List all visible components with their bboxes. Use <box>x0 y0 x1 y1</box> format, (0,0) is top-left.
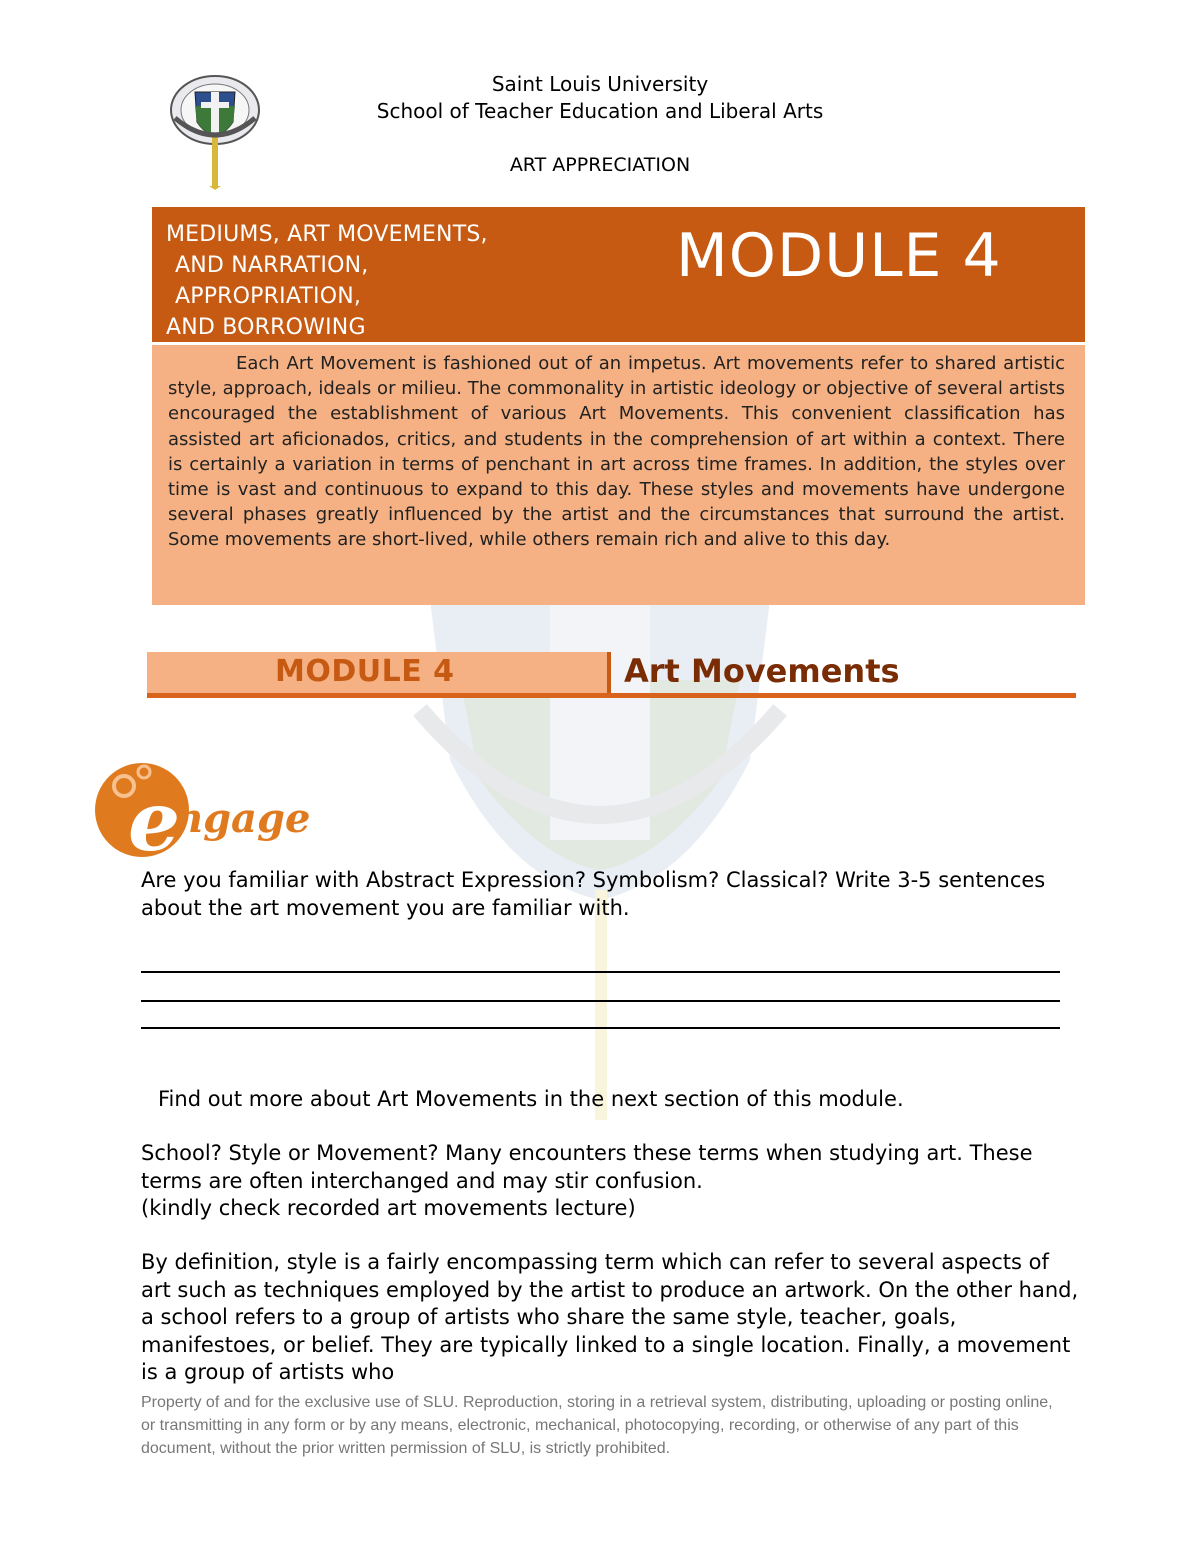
seal-watermark <box>390 560 810 1120</box>
school-style-text: School? Style or Movement? Many encounters these terms when studying art. These terms are often interchanged and may stir confusion. <box>141 1141 1033 1193</box>
school-name: School of Teacher Education and Liberal Arts <box>376 99 824 123</box>
intro-paragraph: Each Art Movement is fashioned out of an impetus. Art movements refer to shared artistic style, approach, ideals or milieu. The commonality in artistic ideology or objective of several artists encouraged the establishment of various Art Movements. This convenient classification has assisted art aficionados, critics, and students in the comprehension of art within a context. There is certainly a variation in terms of penchant in art across time frames. In addition, the styles over time is vast and continuous to expand to this day. These styles and movements have undergone several phases greatly influenced by the artist and the circumstances that surround the artist. Some movements are short-lived, while others remain rich and alive to this day. <box>168 353 1065 551</box>
copyright-footer: Property of and for the exclusive use of SLU. Reproduction, storing in a retrieval system, distributing, uploading or posting online, or transmitting in any form or by any means, electronic, mechanical, photocopying, recording, or otherwise of any part of this document, without the prior written permission of SLU, is strictly prohibited. <box>141 1394 1053 1457</box>
answer-line[interactable] <box>141 1027 1060 1029</box>
find-out-text: Find out more about Art Movements in the next section of this module. <box>158 1087 904 1111</box>
engage-icon-letter: e <box>128 774 181 862</box>
engage-icon <box>92 752 322 862</box>
topic-line: APPROPRIATION, <box>175 284 362 309</box>
section-title: Art Movements <box>624 652 900 690</box>
school-style-paragraph <box>141 1140 1081 1223</box>
course-title: ART APPRECIATION <box>509 154 691 176</box>
engage-question: Are you familiar with Abstract Expression? Symbolism? Classical? Write 3-5 sentences about the art movement you are familiar with. <box>141 868 1046 920</box>
section-module-band <box>147 652 609 694</box>
intro-box <box>152 345 1085 605</box>
definition-paragraph: By definition, style is a fairly encompassing term which can refer to several aspects of art such as techniques employed by the artist to produce an artwork. On the other hand, a school refers to a group of artists who share the same style, teacher, goals, manifestoes, or belief. They are typically linked to a single location. Finally, a movement is a group of artists who <box>141 1250 1079 1384</box>
answer-line[interactable] <box>141 1000 1060 1002</box>
section-divider <box>607 652 611 694</box>
module-number-heading: MODULE 4 <box>676 221 1002 291</box>
module-topic <box>166 219 526 343</box>
answer-line[interactable] <box>141 971 1060 973</box>
topic-line: AND BORROWING <box>166 315 366 340</box>
section-module-label: MODULE 4 <box>275 654 455 689</box>
topic-line: MEDIUMS, ART MOVEMENTS, <box>166 222 488 247</box>
lecture-note: (kindly check recorded art movements lecture) <box>141 1196 636 1220</box>
topic-line: AND NARRATION, <box>175 253 369 278</box>
section-underline <box>147 693 1076 698</box>
module-title-banner <box>152 207 1085 342</box>
engage-icon-label: ngage <box>174 795 311 842</box>
university-name: Saint Louis University <box>491 72 709 96</box>
